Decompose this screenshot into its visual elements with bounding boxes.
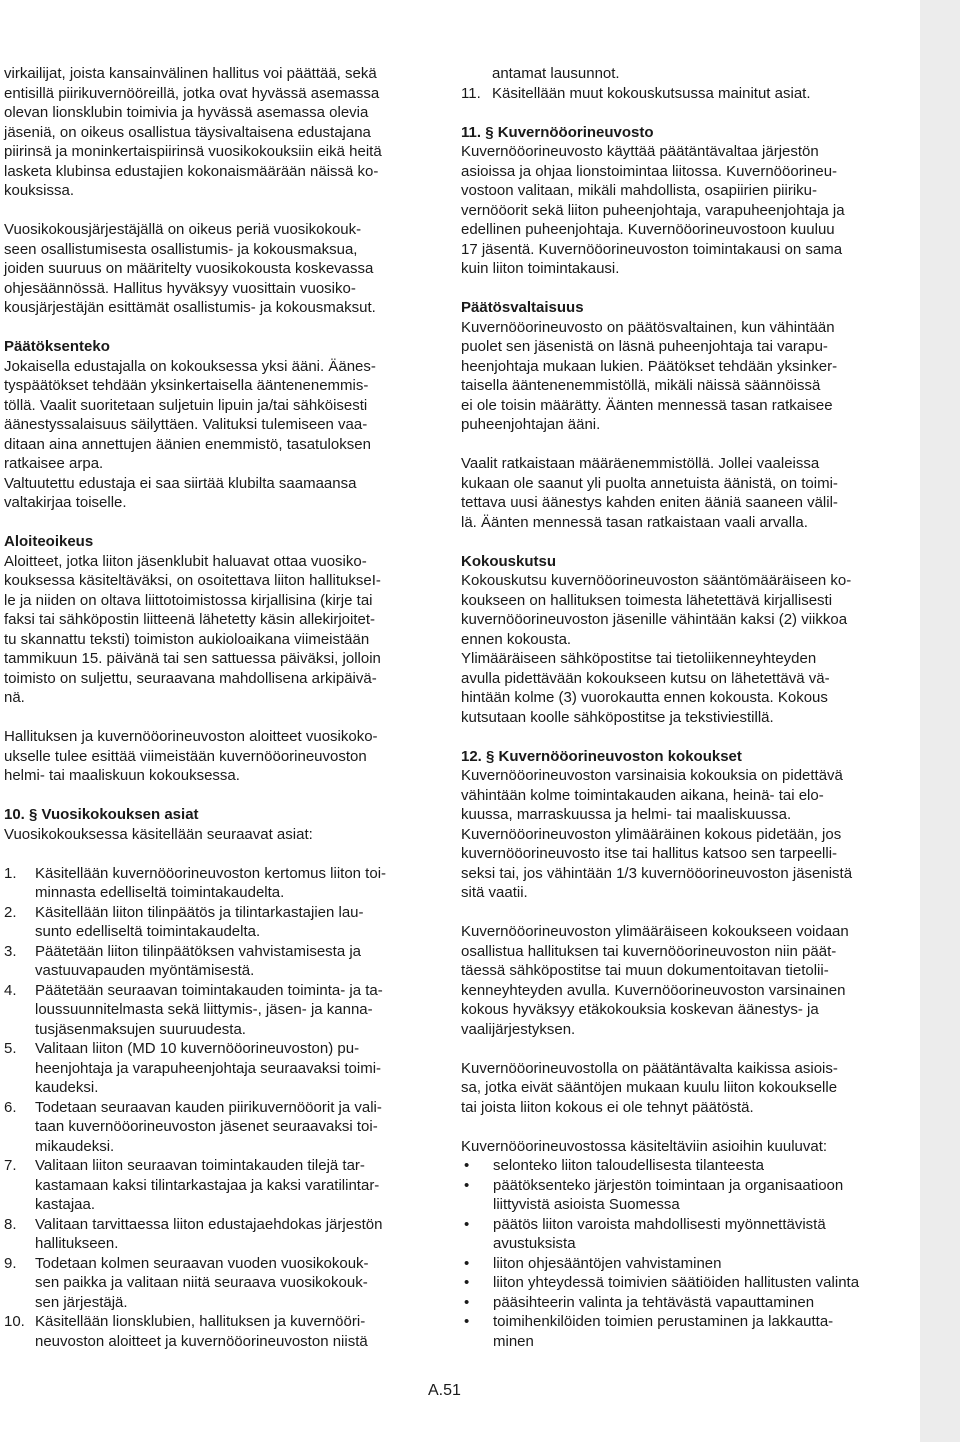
list-item: [4, 864, 424, 903]
text-line: liiton yhteydessä toimivien säätiöiden hallitusten valinta: [493, 1274, 860, 1291]
text-line: ditaan aina annettujen äänien enemmistö, tasatuloksen: [4, 435, 371, 453]
list-item-text: [35, 1040, 381, 1096]
text-line: Kuvernööorineuvoston ylimääräiseen kokoukseen voidaan: [461, 923, 849, 940]
text-line: seksi tai, jos vähintään 1/3 kuvernööorineuvoston jäsenistä: [461, 864, 853, 882]
text-line: Päätetään liiton tilinpäätöksen vahvistamisesta ja: [35, 942, 362, 960]
text-line: Jokaisella edustajalla on kokouksessa yksi ääni. Äänes-: [4, 357, 376, 375]
agenda-list: [4, 864, 424, 1352]
list-item-text: [35, 1255, 369, 1311]
list-item-text: [35, 1157, 379, 1213]
paragraph-invitation: [461, 571, 893, 727]
text-line: päätös liiton varoista mahdollisesti myönnettävistä: [493, 1215, 826, 1233]
text-line: puheenjohtajan ääni.: [461, 416, 601, 433]
heading-section-12: 12. § Kuvernööorineuvoston kokoukset: [461, 747, 742, 765]
text-line: hallitukseen.: [35, 1235, 119, 1252]
text-line: kuvernööorineuvoston jäsenille vähintään kaksi (2) viikkoa: [461, 611, 848, 628]
bullet-icon: •: [464, 1313, 470, 1330]
text-line: lasketa klubinsa edustajien kokonaismäärään näissä ko-: [4, 162, 379, 180]
text-line: pääsihteerin valinta ja tehtävästä vapauttaminen: [493, 1293, 815, 1311]
text-line: äänestyssalaisuus säilyttäen. Valituksi tulemiseen vaa-: [4, 416, 368, 433]
text-line: koukseen on hallituksen toimesta lähetettävä kirjallisesti: [461, 591, 833, 609]
text-line: Käsitellään lionsklubien, hallituksen ja kuvernööri-: [35, 1313, 366, 1330]
text-line: Kuvernööorineuvoston ylimääräinen kokous pidetään, jos: [461, 825, 842, 843]
text-line: Vaalit ratkaistaan määräenemmistöllä. Jollei vaaleissa: [461, 455, 820, 472]
heading-quorum: Päätösvaltaisuus: [461, 299, 584, 316]
text-line: avulla pidettävään kokoukseen kutsu on lähetettävä vä-: [461, 669, 830, 687]
text-line: sunto edelliseltä toimintakaudelta.: [35, 923, 261, 940]
paragraph-board-initiatives: [4, 727, 424, 786]
text-line: ohjesäännössä. Hallitus hyväksyy vuosittain vuosiko-: [4, 279, 356, 297]
list-item-text: [35, 865, 386, 902]
text-line: Käsitellään kuvernööorineuvoston kertomus liiton toi-: [35, 864, 387, 882]
left-column: [4, 64, 424, 1351]
list-item-number: 5.: [4, 1040, 17, 1057]
text-line: vaalijärjestyksen.: [461, 1020, 576, 1038]
text-line: minen: [493, 1332, 534, 1350]
text-line: entisillä piirikuvernööreillä, jotka ovat hyvässä asemassa: [4, 84, 380, 102]
text-line: Vuosikokousjärjestäjällä on oikeus periä vuosikokouk-: [4, 221, 362, 238]
text-line: Ylimääräiseen sähköpostitse tai tietoliikenneyhteyden: [461, 650, 817, 667]
text-line: heenjohtaja ja varapuheenjohtaja seuraavaksi toimi-: [35, 1059, 382, 1077]
text-line: nä.: [4, 689, 25, 706]
text-line: Kuvernööorineuvoston varsinaisia kokouksia on pidettävä: [461, 767, 843, 784]
text-line: sen järjestäjä.: [35, 1293, 128, 1311]
text-line: le ja niiden on oltava liittotoimistossa kirjallisina (kirje tai: [4, 591, 373, 609]
list-item-number: 6.: [4, 1098, 17, 1116]
text-line: kastamaan kaksi tilintarkastajaa ja kaksi varatilintar-: [35, 1176, 380, 1194]
paragraph-voting: [4, 357, 424, 513]
agenda-list-continued: [461, 64, 893, 103]
text-line: valtakirjaa toiselle.: [4, 494, 127, 511]
text-line: olevan lionsklubin toimivia ja hyvässä asemassa olevia: [4, 104, 369, 121]
text-line: jäseniä, on oikeus osallistua täysivaltaisena edustajana: [4, 123, 371, 141]
bullet-icon: •: [464, 1293, 470, 1311]
text-line: Todetaan kolmen seuraavan vuoden vuosikokouk-: [35, 1254, 369, 1272]
list-item-text: antamat lausunnot.: [492, 65, 620, 82]
text-line: puolet sen jäsenistä on läsnä puheenjohtaja tai varapu-: [461, 338, 828, 355]
text-line: avustuksista: [493, 1235, 576, 1252]
list-item-text: [35, 1099, 382, 1155]
list-item-text: [35, 904, 364, 941]
list-item-number: 1.: [4, 864, 17, 882]
paragraph-elections: [461, 454, 893, 532]
text-line: vastuuvapauden myöntämisestä.: [35, 962, 255, 979]
text-line: kaudeksi.: [35, 1079, 99, 1096]
text-line: sa, jotka eivät sääntöjen mukaan kuulu liiton kokoukselle: [461, 1079, 838, 1096]
bullet-icon: •: [464, 1274, 470, 1291]
paragraph-quorum: [461, 318, 893, 435]
list-item: [4, 903, 424, 942]
text-line: asioissa ja ohjaa lionstoimintaa liitossa. Kuvernööorineu-: [461, 162, 838, 180]
text-line: ratkaisee arpa.: [4, 455, 104, 472]
paragraph-council: [461, 142, 893, 279]
text-line: päätöksenteko järjestön toimintaan ja organisaatioon: [493, 1176, 844, 1194]
list-item-number: 4.: [4, 981, 17, 999]
list-item-text: [35, 1216, 382, 1253]
bullet-item: [461, 1273, 893, 1293]
right-column: [461, 64, 893, 1351]
bullet-icon: •: [464, 1215, 470, 1233]
bullet-text: [493, 1216, 826, 1253]
bullet-text: [493, 1255, 721, 1272]
text-line: Valitaan liiton (MD 10 kuvernööorineuvoston) pu-: [35, 1040, 360, 1057]
bullet-item: [461, 1156, 893, 1176]
text-line: tettava uusi äänestys kahden eniten ääniä saaneen välil-: [461, 494, 838, 511]
bullet-text: [493, 1294, 814, 1311]
bullet-item: [461, 1176, 893, 1215]
text-line: tusjäsenmaksujen suuruudesta.: [35, 1020, 246, 1038]
text-line: Valitaan liiton seuraavan toimintakauden tilejä tar-: [35, 1157, 365, 1174]
page-number: A.51: [428, 1382, 461, 1399]
list-item: [4, 981, 424, 1040]
paragraph-remote-meetings: [461, 922, 893, 1039]
text-line: Kuvernööorineuvosto on päätösvaltainen, kun vähintään: [461, 318, 835, 336]
list-item: [4, 1156, 424, 1215]
text-line: töllä. Vaalit suoritetaan suljetuin lipuin ja/tai sähköisesti: [4, 396, 368, 414]
bullet-text: [493, 1313, 833, 1350]
text-line: toimisto on suljettu, seuraavana mahdollisena arkipäivä-: [4, 669, 377, 687]
list-item-number: 7.: [4, 1157, 17, 1174]
bullet-icon: •: [464, 1176, 470, 1194]
text-line: kuussa, marraskuussa ja helmi- tai maaliskuussa.: [461, 806, 792, 823]
text-line: kukaan ole saanut yli puolta annetuista äänistä, on toimi-: [461, 474, 838, 492]
text-line: tyspäätökset tehdään yksinkertaisella ääntenenemmis-: [4, 377, 369, 394]
list-item: [4, 1254, 424, 1313]
text-line: ennen kokousta.: [461, 630, 572, 648]
text-line: Kokouskutsu kuvernööorineuvoston sääntömääräiseen ko-: [461, 572, 852, 589]
text-line: seen osallistumisesta osallistumis- ja kokousmaksua,: [4, 240, 358, 258]
heading-initiative-right: Aloiteoikeus: [4, 533, 94, 550]
text-line: heenjohtaja mukaan lukien. Päätökset tehdään yksinker-: [461, 357, 838, 375]
list-item-text: [35, 982, 383, 1038]
text-line: neuvoston aloitteet ja kuvernööorineuvoston niistä: [35, 1332, 368, 1350]
paragraph-initiatives: [4, 552, 424, 708]
paragraph-fees: [4, 220, 424, 318]
text-line: Todetaan seuraavan kauden piirikuvernööorit ja vali-: [35, 1098, 382, 1116]
text-line: kouksissa.: [4, 182, 75, 199]
list-item-text: [35, 1313, 368, 1350]
bullet-text: [493, 1274, 859, 1291]
bullet-icon: •: [464, 1254, 470, 1272]
text-line: Kuvernööorineuvostolla on päätäntävalta kaikissa asiois-: [461, 1059, 838, 1077]
list-item-text: Käsitellään muut kokouskutsussa mainitut asiat.: [492, 84, 811, 102]
text-line: sitä vaatii.: [461, 884, 528, 901]
page-edge-strip: [920, 0, 960, 1442]
text-line: osallistua hallituksen tai kuvernööorineuvoston niin päät-: [461, 942, 837, 960]
bullet-item: [461, 1215, 893, 1254]
text-line: loussuunnitelmasta sekä liittymis-, jäsen- ja kanna-: [35, 1001, 373, 1018]
text-line: kutsutaan koolle sähköpostitse ja tekstiviestillä.: [461, 708, 774, 726]
list-item: [461, 84, 893, 104]
text-line: piirinsä ja moninkertaispiirinsä vuosikokouksiin eikä heitä: [4, 143, 382, 160]
text-line: kousjärjestäjän esittämät osallistumis- ja kokousmaksut.: [4, 299, 376, 316]
list-item: [4, 1098, 424, 1157]
text-line: ukselle tulee esittää viimeistään kuvernööorineuvoston: [4, 747, 367, 765]
text-line: kuin liiton toimintakausi.: [461, 260, 620, 277]
text-line: mikaudeksi.: [35, 1137, 115, 1155]
text-line: liittyvistä asioista Suomessa: [493, 1196, 680, 1213]
text-line: minnasta edelliseltä toimintakaudelta.: [35, 884, 285, 901]
list-item-number: 11.: [461, 84, 481, 102]
text-line: lä. Äänten mennessä tasan ratkaistaan vaali arvalla.: [461, 513, 808, 531]
text-line: Päätetään seuraavan toimintakauden toiminta- ja ta-: [35, 981, 383, 999]
paragraph-officers: [4, 64, 424, 201]
text-line: vähintään kolme toimintakauden aikana, heinä- tai elo-: [461, 786, 824, 804]
text-line: selonteko liiton taloudellisesta tilanteesta: [493, 1157, 765, 1174]
text-line: tammikuun 15. päivänä tai sen sattuessa päiväksi, jolloin: [4, 650, 381, 667]
text-line: vostoon valitaan, mikäli mahdollista, osapiirien piiriku-: [461, 182, 817, 199]
text-line: kastajaa.: [35, 1196, 96, 1213]
text-line: ei ole toisin määrätty. Äänten mennessä tasan ratkaisee: [461, 396, 833, 414]
text-line: Valitaan tarvittaessa liiton edustajaehdokas järjestön: [35, 1215, 383, 1233]
list-item: [461, 64, 893, 84]
list-item-number: 8.: [4, 1215, 17, 1233]
text-line: liiton ohjesääntöjen vahvistaminen: [493, 1254, 722, 1272]
text-line: Valtuutettu edustaja ei saa siirtää klubilta saamaansa: [4, 474, 357, 492]
paragraph-agenda-intro: Vuosikokouksessa käsitellään seuraavat asiat:: [4, 825, 313, 843]
text-line: Hallituksen ja kuvernööorineuvoston aloitteet vuosikoko-: [4, 728, 378, 745]
bullet-icon: •: [464, 1157, 470, 1174]
text-line: Aloitteet, jotka liiton jäsenklubit haluavat ottaa vuosiko-: [4, 552, 367, 570]
text-line: kouksessa käsiteltäväksi, on osoitettava liiton hallitukseI-: [4, 572, 381, 589]
list-item-number: 9.: [4, 1254, 17, 1272]
bullet-item: [461, 1254, 893, 1274]
text-line: virkailijat, joista kansainvälinen hallitus voi päättää, sekä: [4, 65, 377, 82]
text-line: taisella ääntenenemmistöllä, mikäli näissä säännöissä: [461, 377, 821, 394]
text-line: toimihenkilöiden toimien perustaminen ja lakkautta-: [493, 1313, 834, 1330]
list-item-number: 10.: [4, 1313, 25, 1330]
text-line: tu skannattu teksti) toimiston aukioloaikana viimeistään: [4, 630, 370, 648]
bullet-item: [461, 1312, 893, 1351]
text-line: faksi tai sähköpostin liitteenä lähetetty käsin allekirjoitet-: [4, 611, 376, 628]
bullet-item: [461, 1293, 893, 1313]
text-line: 17 jäsentä. Kuvernööorineuvoston toimintakausi on sama: [461, 240, 843, 258]
list-item-text: [35, 943, 361, 980]
text-line: taan kuvernööorineuvoston jäsenet seuraavaksi toi-: [35, 1118, 378, 1135]
text-line: edellinen puheenjohtaja. Kuvernööorineuvostoon kuuluu: [461, 221, 835, 238]
list-item: [4, 1312, 424, 1351]
list-item: [4, 942, 424, 981]
bullet-text: [493, 1177, 843, 1214]
text-line: Käsitellään liiton tilinpäätös ja tilintarkastajien lau-: [35, 903, 364, 921]
list-item: [4, 1215, 424, 1254]
bullet-text: [493, 1157, 764, 1174]
text-line: kokous hyväksyy etäkokouksia koskevan äänestys- ja: [461, 1001, 819, 1018]
heading-section-10: 10. § Vuosikokouksen asiat: [4, 806, 199, 823]
text-line: tai joista liiton kokous ei ole tehnyt päätöstä.: [461, 1098, 754, 1116]
text-line: joiden suuruus on määritelty vuosikokousta koskevassa: [4, 260, 374, 277]
text-line: helmi- tai maaliskuun kokouksessa.: [4, 767, 240, 784]
text-line: Kuvernööorineuvosto käyttää päätäntävaltaa järjestön: [461, 143, 819, 160]
heading-decision-making: Päätöksenteko: [4, 338, 110, 355]
council-matters-list: [461, 1156, 893, 1351]
heading-section-11: 11. § Kuvernööorineuvosto: [461, 123, 654, 141]
text-line: kuvernööorineuvosto itse tai hallitus katsoo sen tarpeelli-: [461, 845, 838, 862]
text-line: sen paikka ja valitaan niitä seuraava vuosikokouk-: [35, 1274, 368, 1291]
text-line: kenneyhteyden avulla. Kuvernööorineuvoston varsinainen: [461, 981, 846, 999]
heading-meeting-invitation: Kokouskutsu: [461, 552, 557, 570]
paragraph-matters-intro: Kuvernööorineuvostossa käsiteltäviin asioihin kuuluvat:: [461, 1137, 828, 1155]
paragraph-council-meetings: [461, 766, 893, 903]
paragraph-authority: [461, 1059, 893, 1118]
list-item: [4, 1039, 424, 1098]
list-item-number: 2.: [4, 903, 17, 921]
text-line: hintään kolme (3) vuorokautta ennen kokousta. Kokous: [461, 689, 828, 706]
list-item-number: 3.: [4, 942, 17, 960]
text-line: täessä sähköpostitse tai muun dokumentoitavan tietolii-: [461, 962, 829, 979]
text-line: vernööorit sekä liiton puheenjohtaja, varapuheenjohtaja ja: [461, 201, 845, 219]
